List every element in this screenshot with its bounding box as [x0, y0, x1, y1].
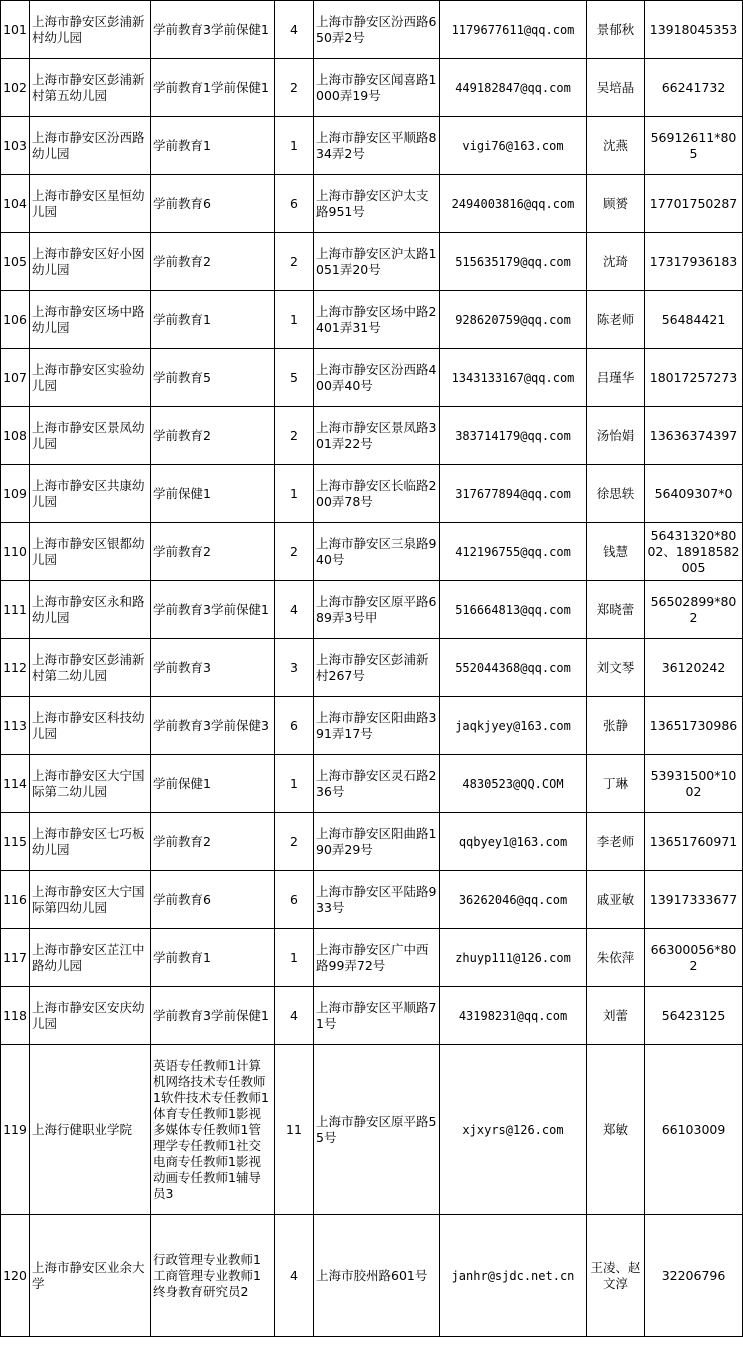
- headcount: 3: [275, 639, 314, 697]
- address: 上海市胶州路601号: [314, 1215, 440, 1337]
- headcount: 6: [275, 175, 314, 233]
- phone: 36120242: [645, 639, 743, 697]
- positions: 学前教育1: [151, 117, 275, 175]
- phone: 13918045353: [645, 1, 743, 59]
- contact-person: 顾赟: [587, 175, 645, 233]
- table-row: [1, 117, 743, 175]
- phone: 66300056*802: [645, 929, 743, 987]
- email: zhuyp111@126.com: [440, 929, 587, 987]
- table-row: [1, 465, 743, 523]
- address: 上海市静安区阳曲路391弄17号: [314, 697, 440, 755]
- unit-name: 上海市静安区大宁国际第二幼儿园: [30, 755, 151, 813]
- contact-person: 徐思轶: [587, 465, 645, 523]
- phone: 32206796: [645, 1215, 743, 1337]
- row-number: 112: [1, 639, 30, 697]
- row-number: 106: [1, 291, 30, 349]
- table-row: [1, 233, 743, 291]
- contact-person: 汤怡娟: [587, 407, 645, 465]
- headcount: 2: [275, 407, 314, 465]
- address: 上海市静安区广中西路99弄72号: [314, 929, 440, 987]
- positions: 学前保健1: [151, 755, 275, 813]
- unit-name: 上海市静安区景凤幼儿园: [30, 407, 151, 465]
- phone: 53931500*1002: [645, 755, 743, 813]
- contact-person: 沈燕: [587, 117, 645, 175]
- email: janhr@sjdc.net.cn: [440, 1215, 587, 1337]
- unit-name: 上海市静安区共康幼儿园: [30, 465, 151, 523]
- table-row: [1, 755, 743, 813]
- unit-name: 上海市静安区彭浦新村第二幼儿园: [30, 639, 151, 697]
- positions: 学前教育2: [151, 407, 275, 465]
- email: 412196755@qq.com: [440, 523, 587, 581]
- headcount: 5: [275, 349, 314, 407]
- unit-name: 上海市静安区汾西路幼儿园: [30, 117, 151, 175]
- row-number: 114: [1, 755, 30, 813]
- address: 上海市静安区景凤路301弄22号: [314, 407, 440, 465]
- table-row: [1, 987, 743, 1045]
- headcount: 6: [275, 697, 314, 755]
- table-row: [1, 349, 743, 407]
- unit-name: 上海市静安区银都幼儿园: [30, 523, 151, 581]
- headcount: 6: [275, 871, 314, 929]
- contact-person: 钱慧: [587, 523, 645, 581]
- contact-person: 陈老师: [587, 291, 645, 349]
- address: 上海市静安区三泉路940号: [314, 523, 440, 581]
- contact-person: 王凌、赵文淳: [587, 1215, 645, 1337]
- contact-person: 李老师: [587, 813, 645, 871]
- table-row: [1, 929, 743, 987]
- contact-person: 刘蕾: [587, 987, 645, 1045]
- email: 317677894@qq.com: [440, 465, 587, 523]
- row-number: 120: [1, 1215, 30, 1337]
- phone: 13917333677: [645, 871, 743, 929]
- table-row: [1, 871, 743, 929]
- phone: 56423125: [645, 987, 743, 1045]
- unit-name: 上海市静安区大宁国际第四幼儿园: [30, 871, 151, 929]
- phone: 66241732: [645, 59, 743, 117]
- positions: 学前教育3: [151, 639, 275, 697]
- email: 36262046@qq.com: [440, 871, 587, 929]
- positions: 学前教育6: [151, 871, 275, 929]
- phone: 13636374397: [645, 407, 743, 465]
- email: vigi76@163.com: [440, 117, 587, 175]
- row-number: 118: [1, 987, 30, 1045]
- email: 4830523@QQ.COM: [440, 755, 587, 813]
- positions: 学前教育1学前保健1: [151, 59, 275, 117]
- phone: 56409307*0: [645, 465, 743, 523]
- contact-person: 沈琦: [587, 233, 645, 291]
- headcount: 2: [275, 523, 314, 581]
- contact-person: 郑晓蕾: [587, 581, 645, 639]
- row-number: 116: [1, 871, 30, 929]
- contact-person: 朱依萍: [587, 929, 645, 987]
- unit-name: 上海市静安区科技幼儿园: [30, 697, 151, 755]
- email: qqbyey1@163.com: [440, 813, 587, 871]
- positions: 学前教育2: [151, 523, 275, 581]
- positions: 学前教育3学前保健1: [151, 1, 275, 59]
- row-number: 117: [1, 929, 30, 987]
- email: jaqkjyey@163.com: [440, 697, 587, 755]
- email: xjxyrs@126.com: [440, 1045, 587, 1215]
- headcount: 1: [275, 755, 314, 813]
- row-number: 113: [1, 697, 30, 755]
- unit-name: 上海市静安区彭浦新村第五幼儿园: [30, 59, 151, 117]
- positions: 学前教育3学前保健1: [151, 987, 275, 1045]
- email: 928620759@qq.com: [440, 291, 587, 349]
- address: 上海市静安区平陆路933号: [314, 871, 440, 929]
- address: 上海市静安区阳曲路190弄29号: [314, 813, 440, 871]
- unit-name: 上海市静安区芷江中路幼儿园: [30, 929, 151, 987]
- address: 上海市静安区灵石路236号: [314, 755, 440, 813]
- positions: 学前教育1: [151, 929, 275, 987]
- address: 上海市静安区原平路689弄3号甲: [314, 581, 440, 639]
- contact-person: 郑敏: [587, 1045, 645, 1215]
- positions: 学前保健1: [151, 465, 275, 523]
- phone: 56912611*805: [645, 117, 743, 175]
- contact-person: 景郁秋: [587, 1, 645, 59]
- headcount: 4: [275, 1, 314, 59]
- table-row: [1, 1, 743, 59]
- address: 上海市静安区沪太路1051弄20号: [314, 233, 440, 291]
- headcount: 1: [275, 929, 314, 987]
- headcount: 4: [275, 581, 314, 639]
- row-number: 102: [1, 59, 30, 117]
- positions: 英语专任教师1计算机网络技术专任教师1软件技术专任教师1体育专任教师1影视多媒体专任教师1管理学专任教师1社交电商专任教师1影视动画专任教师1辅导员3: [151, 1045, 275, 1215]
- table-row: [1, 59, 743, 117]
- address: 上海市静安区汾西路400弄40号: [314, 349, 440, 407]
- address: 上海市静安区沪太支路951号: [314, 175, 440, 233]
- headcount: 2: [275, 233, 314, 291]
- table-row: [1, 1215, 743, 1337]
- table-row: [1, 291, 743, 349]
- headcount: 4: [275, 987, 314, 1045]
- phone: 17317936183: [645, 233, 743, 291]
- address: 上海市静安区闻喜路1000弄19号: [314, 59, 440, 117]
- address: 上海市静安区彭浦新村267号: [314, 639, 440, 697]
- phone: 13651730986: [645, 697, 743, 755]
- positions: 学前教育6: [151, 175, 275, 233]
- row-number: 111: [1, 581, 30, 639]
- positions: 学前教育5: [151, 349, 275, 407]
- email: 1343133167@qq.com: [440, 349, 587, 407]
- contact-person: 吕瑾华: [587, 349, 645, 407]
- table-row: [1, 523, 743, 581]
- address: 上海市静安区汾西路650弄2号: [314, 1, 440, 59]
- email: 383714179@qq.com: [440, 407, 587, 465]
- headcount: 2: [275, 59, 314, 117]
- headcount: 1: [275, 465, 314, 523]
- phone: 56484421: [645, 291, 743, 349]
- contact-person: 戚亚敏: [587, 871, 645, 929]
- email: 449182847@qq.com: [440, 59, 587, 117]
- email: 516664813@qq.com: [440, 581, 587, 639]
- positions: 学前教育3学前保健3: [151, 697, 275, 755]
- address: 上海市静安区平顺路71号: [314, 987, 440, 1045]
- row-number: 105: [1, 233, 30, 291]
- table-body: [1, 1, 743, 1337]
- table-row: [1, 1045, 743, 1215]
- headcount: 1: [275, 291, 314, 349]
- unit-name: 上海市静安区实验幼儿园: [30, 349, 151, 407]
- row-number: 110: [1, 523, 30, 581]
- phone: 56502899*802: [645, 581, 743, 639]
- email: 1179677611@qq.com: [440, 1, 587, 59]
- contact-person: 张静: [587, 697, 645, 755]
- address: 上海市静安区长临路200弄78号: [314, 465, 440, 523]
- row-number: 119: [1, 1045, 30, 1215]
- headcount: 1: [275, 117, 314, 175]
- email: 552044368@qq.com: [440, 639, 587, 697]
- contact-person: 刘文琴: [587, 639, 645, 697]
- table-row: [1, 175, 743, 233]
- positions: 学前教育2: [151, 233, 275, 291]
- row-number: 104: [1, 175, 30, 233]
- address: 上海市静安区原平路55号: [314, 1045, 440, 1215]
- table-row: [1, 639, 743, 697]
- table-row: [1, 407, 743, 465]
- phone: 17701750287: [645, 175, 743, 233]
- email: 515635179@qq.com: [440, 233, 587, 291]
- row-number: 115: [1, 813, 30, 871]
- row-number: 103: [1, 117, 30, 175]
- phone: 56431320*8002、18918582005: [645, 523, 743, 581]
- unit-name: 上海行健职业学院: [30, 1045, 151, 1215]
- address: 上海市静安区场中路2401弄31号: [314, 291, 440, 349]
- unit-name: 上海市静安区七巧板幼儿园: [30, 813, 151, 871]
- row-number: 101: [1, 1, 30, 59]
- headcount: 11: [275, 1045, 314, 1215]
- positions: 学前教育3学前保健1: [151, 581, 275, 639]
- email: 2494003816@qq.com: [440, 175, 587, 233]
- row-number: 107: [1, 349, 30, 407]
- headcount: 4: [275, 1215, 314, 1337]
- positions: 行政管理专业教师1工商管理专业教师1终身教育研究员2: [151, 1215, 275, 1337]
- headcount: 2: [275, 813, 314, 871]
- row-number: 109: [1, 465, 30, 523]
- address: 上海市静安区平顺路834弄2号: [314, 117, 440, 175]
- table-row: [1, 581, 743, 639]
- phone: 66103009: [645, 1045, 743, 1215]
- contact-person: 吴培晶: [587, 59, 645, 117]
- table-row: [1, 697, 743, 755]
- unit-name: 上海市静安区星恒幼儿园: [30, 175, 151, 233]
- positions: 学前教育1: [151, 291, 275, 349]
- phone: 18017257273: [645, 349, 743, 407]
- table-row: [1, 813, 743, 871]
- phone: 13651760971: [645, 813, 743, 871]
- unit-name: 上海市静安区好小囡幼儿园: [30, 233, 151, 291]
- positions: 学前教育2: [151, 813, 275, 871]
- unit-name: 上海市静安区安庆幼儿园: [30, 987, 151, 1045]
- unit-name: 上海市静安区业余大学: [30, 1215, 151, 1337]
- row-number: 108: [1, 407, 30, 465]
- contact-person: 丁琳: [587, 755, 645, 813]
- unit-name: 上海市静安区场中路幼儿园: [30, 291, 151, 349]
- unit-name: 上海市静安区永和路幼儿园: [30, 581, 151, 639]
- email: 43198231@qq.com: [440, 987, 587, 1045]
- unit-name: 上海市静安区彭浦新村幼儿园: [30, 1, 151, 59]
